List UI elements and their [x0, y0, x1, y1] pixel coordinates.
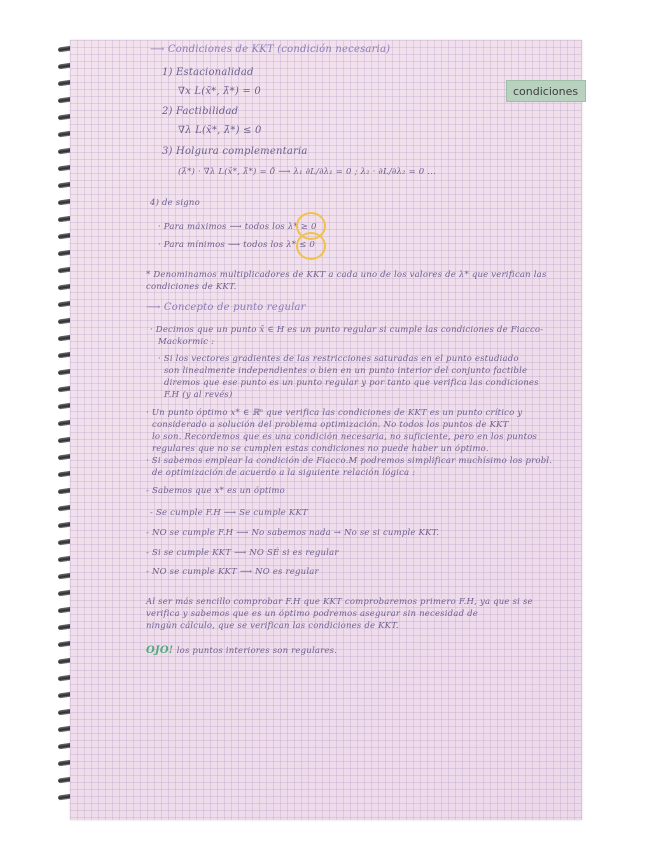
regular-sub-line: son linealmente independientes o bien en un punto interior del conjunto factible	[164, 366, 528, 376]
condition-3-title: 3) Holgura complementaria	[162, 146, 308, 157]
regular-sub-line: diremos que ese punto es un punto regular y por tanto que verifica las condiciones	[164, 378, 539, 388]
regular-def-line: · Decimos que un punto x̄ ∈ H es un punto regular si cumple las condiciones de Fiacco-	[150, 325, 544, 335]
condition-4-title: 4) de signo	[150, 198, 200, 208]
note-multipliers-line: condiciones de KKT.	[146, 282, 237, 292]
observation-label: OJO!	[146, 645, 174, 656]
sticky-note-label: condiciones	[513, 85, 579, 98]
optimo-line: lo son. Recordemos que es una condición necesaria, no suficiente, pero en los puntos	[152, 432, 538, 442]
note-multipliers-line: * Denominamos multiplicadores de KKT a cada uno de los valores de λ* que verifican las	[146, 270, 547, 280]
condition-3-formula: (λ̄*) · ∇λ L(x̄*, λ̄*) = 0̄ ⟶ λ₁ ∂L/∂λ₁ = 0 ; λ₂ · ∂L/∂λ₂ = 0 ...	[178, 167, 437, 177]
regular-sub-line: F.H (y al revés)	[164, 390, 233, 400]
condition-4-min: · Para mínimos ⟶ todos los λ* ≤ 0	[158, 240, 315, 250]
condition-2-title: 2) Factibilidad	[162, 106, 239, 117]
logic-item: - NO se cumple KKT ⟶ NO es regular	[146, 567, 319, 577]
final-line: ningún cálculo, que se verifican las condiciones de KKT.	[146, 621, 399, 631]
sticky-note	[506, 80, 586, 102]
regular-sub-line: · Si los vectores gradientes de las restricciones saturadas en el punto estudiado	[158, 354, 519, 364]
highlight-circle	[296, 232, 326, 260]
observation	[146, 645, 337, 656]
logic-item: - Sabemos que x* es un óptimo	[146, 486, 285, 496]
heading: ⟶ Condiciones de KKT (condición necesaria)	[150, 44, 391, 55]
empleo-line: · Si sabemos emplear la condición de Fiacco.M podremos simplificar muchísimo los probl.	[146, 456, 553, 466]
subheading: ⟶ Concepto de punto regular	[146, 302, 306, 313]
condition-4-max: · Para máximos ⟶ todos los λ* ≥ 0	[158, 222, 317, 232]
final-line: verifica y sabemos que es un óptimo podremos asegurar sin necesidad de	[146, 609, 478, 619]
optimo-line: considerado a solución del problema optimización. No todos los puntos de KKT	[152, 420, 509, 430]
empleo-line: de optimización de acuerdo a la siguiente relación lógica :	[152, 468, 416, 478]
optimo-line: regulares que no se cumplen estas condiciones no puede haber un óptimo.	[152, 444, 489, 454]
condition-1-title: 1) Estacionalidad	[162, 67, 254, 78]
condition-2-formula: ∇λ L(x̄*, λ̄*) ≤ 0	[178, 125, 262, 136]
optimo-line: · Un punto óptimo x* ∈ ℝⁿ que verifica las condiciones de KKT es un punto crítico y	[146, 408, 523, 418]
condition-1-formula: ∇x L(x̄*, λ̄*) = 0	[178, 86, 261, 97]
logic-item: - Si se cumple KKT ⟶ NO SÉ si es regular	[146, 548, 339, 558]
logic-item: - Se cumple F.H ⟶ Se cumple KKT	[150, 508, 308, 518]
logic-item: - NO se cumple F.H ⟶ No sabemos nada → No se si cumple KKT.	[146, 528, 440, 538]
final-line: Al ser más sencillo comprobar F.H que KKT comprobaremos primero F.H, ya que si se	[146, 597, 533, 607]
notebook-page	[70, 40, 582, 820]
regular-def-line: Mackormic :	[158, 337, 215, 347]
observation-text: los puntos interiores son regulares.	[176, 646, 338, 656]
